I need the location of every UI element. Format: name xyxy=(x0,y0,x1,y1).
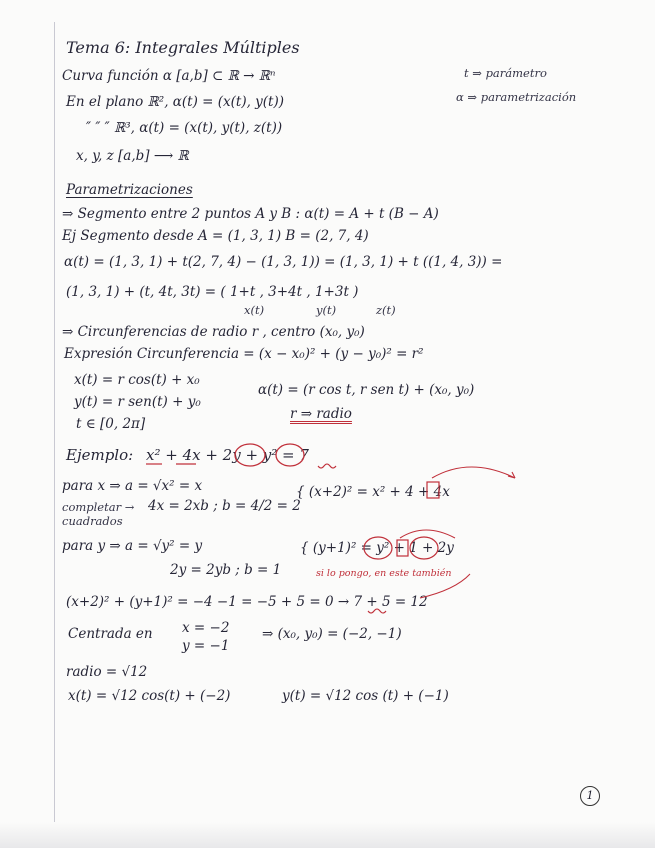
para-y-result: { (y+1)² = y² + 1 + 2y xyxy=(300,540,454,556)
combined-equation: (x+2)² + (y+1)² = −4 −1 = −5 + 5 = 0 → 7 + 5 = 12 xyxy=(66,594,428,610)
arrow-y-result xyxy=(400,530,455,538)
page-number: 1 xyxy=(580,786,600,806)
arrow-x-result xyxy=(432,467,515,478)
example-label: Ejemplo: xyxy=(66,446,134,464)
segment-yt-label: y(t) xyxy=(316,303,337,317)
section-heading: Parametrizaciones xyxy=(66,182,193,198)
circ-alpha: α(t) = (r cos t, r sen t) + (x₀, y₀) xyxy=(258,382,475,398)
circ-radius-note: r ⇒ radio xyxy=(290,406,352,422)
squiggle-under-7 xyxy=(318,464,336,468)
final-y-of-t: y(t) = √12 cos (t) + (−1) xyxy=(282,688,449,704)
cuadrados-label: cuadrados xyxy=(62,514,123,528)
circ-x-of-t: x(t) = r cos(t) + x₀ xyxy=(74,372,200,388)
side-note-alpha: α ⇒ parametrización xyxy=(456,90,577,104)
circumference-expression: Expresión Circunferencia = (x − x₀)² + (y − y₀)² = r² xyxy=(64,346,424,362)
segment-xt-label: x(t) xyxy=(244,303,265,317)
para-y-line: para y ⇒ a = √y² = y xyxy=(62,538,203,554)
margin-line xyxy=(54,22,55,822)
space-r3-line: ″ ″ ″ ℝ³, α(t) = (x(t), y(t), z(t)) xyxy=(86,120,283,136)
para-x-line-2: 4x = 2xb ; b = 4/2 = 2 xyxy=(148,498,301,514)
xyz-line: x, y, z [a,b] ⟶ ℝ xyxy=(76,148,189,164)
circ-t-range: t ∈ [0, 2π] xyxy=(76,416,146,432)
radius-value: radio = √12 xyxy=(66,664,148,680)
page-bottom-shadow xyxy=(0,822,655,848)
final-x-of-t: x(t) = √12 cos(t) + (−2) xyxy=(68,688,231,704)
segment-example: Ej Segmento desde A = (1, 3, 1) B = (2, 7, 4) xyxy=(62,228,369,244)
para-y-line-2: 2y = 2yb ; b = 1 xyxy=(170,562,282,578)
segment-heading: ⇒ Segmento entre 2 puntos A y B : α(t) = A + t (B − A) xyxy=(62,206,439,222)
centrada-y: y = −1 xyxy=(182,638,230,654)
page-title: Tema 6: Integrales Múltiples xyxy=(66,38,300,57)
curve-definition: Curva función α [a,b] ⊂ ℝ → ℝⁿ xyxy=(62,68,276,84)
plane-r2-line: En el plano ℝ², α(t) = (x(t), y(t)) xyxy=(66,94,285,110)
example-equation: x² + 4x + 2y + y² = 7 xyxy=(146,446,309,464)
circumference-heading: ⇒ Circunferencias de radio r , centro (x₀, y₀) xyxy=(62,324,365,340)
segment-zt-label: z(t) xyxy=(376,303,396,317)
completar-label: completar → xyxy=(62,500,135,514)
side-note-t: t ⇒ parámetro xyxy=(464,66,547,80)
segment-line-2: (1, 3, 1) + (t, 4t, 3t) = ( 1+t , 3+4t , 1+3t ) xyxy=(66,284,359,300)
centrada-result: ⇒ (x₀, y₀) = (−2, −1) xyxy=(262,626,402,642)
centrada-label: Centrada en xyxy=(68,626,153,642)
para-x-result: { (x+2)² = x² + 4 + 4x xyxy=(296,484,450,500)
para-x-line: para x ⇒ a = √x² = x xyxy=(62,478,203,494)
red-side-note: si lo pongo, en este también xyxy=(316,568,452,579)
circ-y-of-t: y(t) = r sen(t) + y₀ xyxy=(74,394,201,410)
centrada-x: x = −2 xyxy=(182,620,230,636)
segment-line-1: α(t) = (1, 3, 1) + t(2, 7, 4) − (1, 3, 1)) = (1, 3, 1) + t ((1, 4, 3)) = xyxy=(64,254,503,270)
